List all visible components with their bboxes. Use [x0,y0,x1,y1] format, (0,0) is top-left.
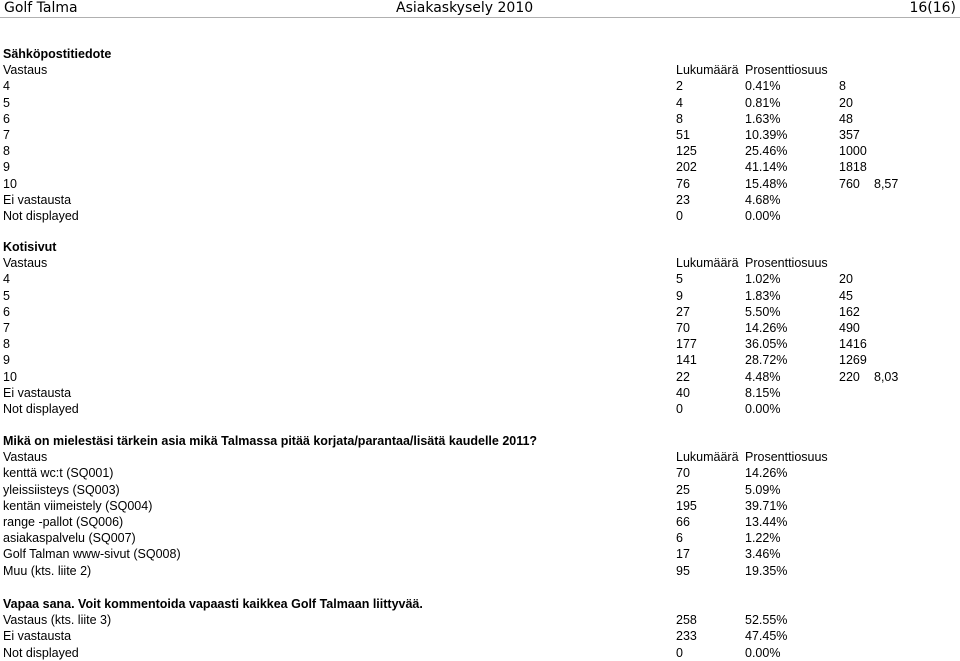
table-header [0,449,960,465]
table-row-cell: 0 [676,402,683,416]
table-row-cell: 8 [3,337,10,352]
table-row [0,482,960,498]
table-row-cell: 47.45% [745,629,788,644]
table-row-cell: 36.05% [745,337,788,352]
table-row-cell: 4 [3,79,10,94]
table-row-cell: 220 [839,369,860,384]
table-row-cell: Ei vastausta [3,192,72,207]
table-row [0,320,960,336]
table-row-cell: 76 [676,176,690,191]
table-header-cell: Vastaus [3,256,48,271]
page-header [0,0,960,18]
table-row-cell: 2 [676,79,683,94]
table-row-cell: 5.50% [745,304,781,319]
table-row-cell: 6 [3,111,10,126]
table-row [0,628,960,644]
section-title [0,433,960,449]
table-row [0,304,960,320]
table-row-cell: 760 [839,176,860,191]
table-row-cell: 490 [839,321,860,335]
table-row-cell: 70 [676,466,690,481]
table-row [0,369,960,385]
table-row [0,78,960,94]
table-row-cell: 7 [3,321,10,335]
table-row-cell: 9 [3,353,10,368]
table-row-cell: 5 [3,95,10,110]
table-row-cell: 14.26% [745,321,788,335]
table-row [0,385,960,401]
table-row [0,401,960,417]
table-header-cell: Lukumäärä [676,450,739,465]
table-row-cell: 70 [676,321,690,335]
table-row-cell: 6 [676,531,683,546]
table-row-cell: 0.00% [745,402,781,416]
table-row-cell: 52.55% [745,613,788,628]
table-row-cell: Ei vastausta [3,385,72,400]
table-row-cell: 8 [3,144,10,159]
table-row-cell: 27 [676,304,690,319]
table-row-cell: 0.41% [745,79,781,94]
table-row-cell: 1269 [839,353,867,368]
section-title-text: Mikä on mielestäsi tärkein asia mikä Talmassa pitää korjata/parantaa/lisätä kaudelle 2011? [3,434,538,448]
table-row-cell: 258 [676,613,697,628]
table-row-cell: 8,57 [874,176,899,191]
table-row-cell: 0.00% [745,209,781,223]
table-row-cell: 202 [676,160,697,175]
table-row-cell: 13.44% [745,515,788,529]
table-row-cell: 1.22% [745,531,781,546]
table-row-cell: 10.39% [745,128,788,142]
table-row-cell: 39.71% [745,498,788,513]
table-row-cell: 40 [676,385,690,400]
table-row-cell: 8 [676,111,683,126]
table-row-cell: 41.14% [745,160,788,175]
table-row-cell: 6 [3,304,10,319]
table-row-cell: 45 [839,288,853,303]
table-row-cell: 0.81% [745,95,781,110]
header-org: Golf Talma [4,0,78,16]
table-header-cell: Prosenttiosuus [745,63,828,78]
table-row-cell: 17 [676,547,690,562]
table-header-cell: Vastaus [3,450,48,465]
table-row-cell: 22 [676,369,690,384]
table-row-cell: 1.02% [745,272,781,287]
table-row [0,546,960,562]
table-row-cell: 4.68% [745,192,781,207]
table-header-cell: Prosenttiosuus [745,256,828,271]
table-row-cell: Not displayed [3,209,79,223]
table-header-cell: Lukumäärä [676,63,739,78]
table-row-cell: 4 [676,95,683,110]
section-title [0,596,960,612]
table-row-cell: 125 [676,144,697,159]
table-row-cell: 66 [676,515,690,529]
table-row-cell: 25.46% [745,144,788,159]
table-row [0,645,960,661]
table-row-cell: 177 [676,337,697,352]
table-row [0,530,960,546]
table-row-cell: 233 [676,629,697,644]
table-row-cell: 14.26% [745,466,788,481]
table-row-cell: 3.46% [745,547,781,562]
table-row-cell: 162 [839,304,860,319]
table-row-cell: 5 [3,288,10,303]
table-row-cell: 4 [3,272,10,287]
table-row-cell: 28.72% [745,353,788,368]
table-row-cell: kenttä wc:t (SQ001) [3,466,114,481]
table-row-cell: 7 [3,128,10,142]
section-title-text: Sähköpostitiedote [3,47,112,61]
section-title-text: Kotisivut [3,240,57,254]
table-row-cell: 141 [676,353,697,368]
table-row-cell: 15.48% [745,176,788,191]
table-row [0,208,960,224]
table-header [0,255,960,271]
table-row [0,127,960,143]
table-row-cell: 95 [676,563,690,578]
table-row-cell: 5 [676,272,683,287]
table-row [0,498,960,514]
table-row [0,159,960,175]
table-header-cell: Vastaus [3,63,48,78]
table-row-cell: 1416 [839,337,867,352]
table-row-cell: 20 [839,272,853,287]
table-row-cell: 0 [676,645,683,660]
table-row-cell: kentän viimeistely (SQ004) [3,498,153,513]
section-title [0,239,960,255]
table-header [0,62,960,78]
table-row-cell: Ei vastausta [3,629,72,644]
table-row-cell: Vastaus (kts. liite 3) [3,613,112,628]
table-row [0,288,960,304]
table-row-cell: Not displayed [3,402,79,416]
table-row-cell: 1.83% [745,288,781,303]
section-title-text: Vapaa sana. Voit kommentoida vapaasti kaikkea Golf Talmaan liittyvää. [3,597,423,611]
table-row [0,465,960,481]
table-row-cell: asiakaspalvelu (SQ007) [3,531,136,546]
table-row-cell: 1818 [839,160,867,175]
table-row-cell: 1000 [839,144,867,159]
table-header-cell: Lukumäärä [676,256,739,271]
table-row [0,612,960,628]
table-row-cell: 0 [676,209,683,223]
table-row [0,143,960,159]
header-page-number: 16(16) [909,0,956,16]
table-row-cell: 10 [3,369,17,384]
table-row-cell: 48 [839,111,853,126]
table-row-cell: 25 [676,482,690,497]
table-row [0,111,960,127]
table-row [0,95,960,111]
table-row-cell: 10 [3,176,17,191]
table-row-cell: 195 [676,498,697,513]
table-row-cell: 9 [676,288,683,303]
table-row [0,336,960,352]
table-row-cell: yleissiisteys (SQ003) [3,482,120,497]
table-row [0,563,960,579]
table-row-cell: 23 [676,192,690,207]
table-row [0,176,960,192]
table-row-cell: 19.35% [745,563,788,578]
section-title [0,46,960,62]
table-row-cell: range -pallot (SQ006) [3,515,124,529]
table-row [0,514,960,530]
table-header-cell: Prosenttiosuus [745,450,828,465]
table-row-cell: 4.48% [745,369,781,384]
table-row [0,271,960,287]
table-row-cell: 20 [839,95,853,110]
table-row-cell: 357 [839,128,860,142]
header-rule [0,17,960,18]
table-row-cell: 9 [3,160,10,175]
table-row-cell: 51 [676,128,690,142]
table-row [0,192,960,208]
table-row-cell: 5.09% [745,482,781,497]
header-title: Asiakaskysely 2010 [396,0,534,16]
table-row-cell: 8 [839,79,846,94]
table-row-cell: 8,03 [874,369,899,384]
table-row [0,352,960,368]
table-row-cell: Golf Talman www-sivut (SQ008) [3,547,181,562]
table-row-cell: 0.00% [745,645,781,660]
table-row-cell: 1.63% [745,111,781,126]
table-row-cell: Not displayed [3,645,79,660]
table-row-cell: Muu (kts. liite 2) [3,563,92,578]
table-row-cell: 8.15% [745,385,781,400]
